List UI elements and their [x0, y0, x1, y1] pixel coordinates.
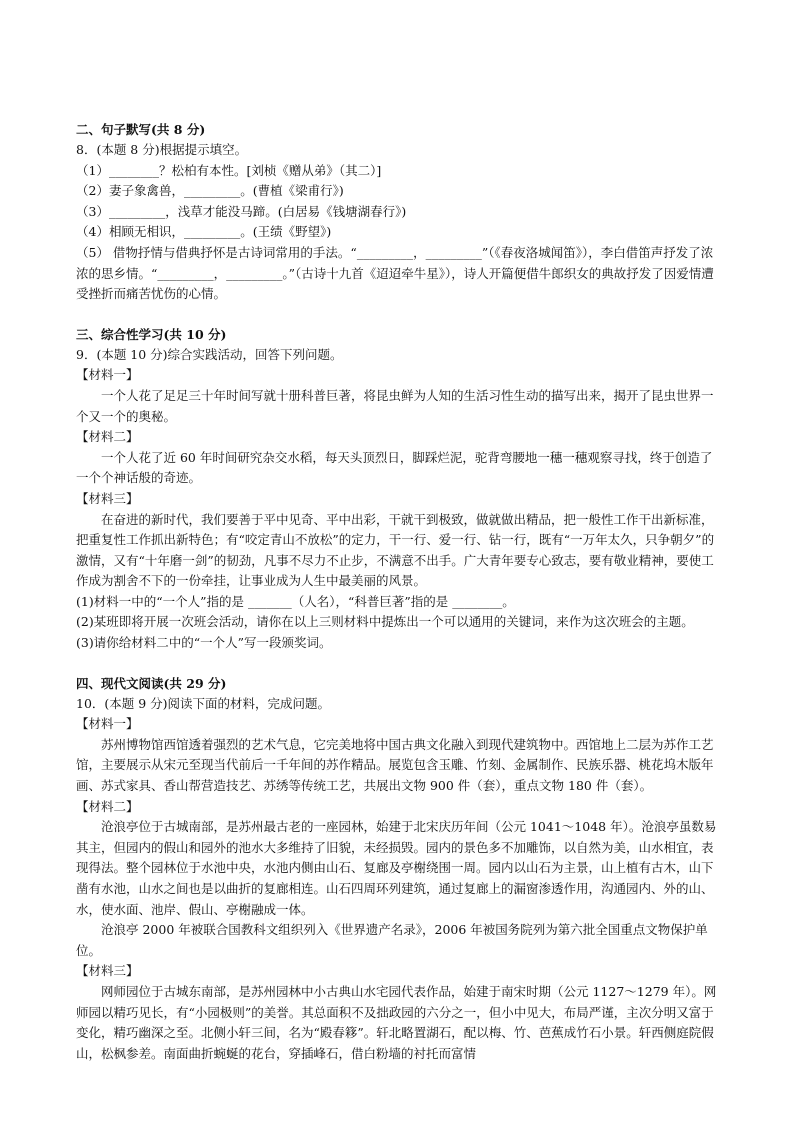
section-heading-4: 四、现代文阅读(共 29 分) [76, 675, 227, 691]
material-paragraph: 沧浪亭位于古城南部，是苏州最古老的一座园林，始建于北宋庆历年间（公元 1041～1048 年）。沧浪亭虽数易其主，但园内的假山和园外的池水大多维持了旧貌，未经损毁。园内的景色多不加雕饰，以自然为美，山水相宜，表现得法。整个园林位于水池中央，水池内侧由山石、复廊及亭榭绕围一周。园内以山石为主景，山上植有古木，山下凿有水池，山水之间也是以曲折的复廊相连。山石四周环列建筑，通过复廊上的漏窗渗透作用，沟通园内、外的山、水，使水面、池岸、假山、亭榭融成一体。 [76, 819, 717, 917]
material-label: 【材料一】 [76, 716, 139, 732]
material-paragraph: 苏州博物馆西馆透着强烈的艺术气息，它完美地将中国古典文化融入到现代建筑物中。西馆地上二层为苏作工艺馆，主要展示从宋元至现当代前后一千年间的苏作精品。展览包含玉雕、竹刻、金属制作、民族乐器、桃花坞木版年画、苏式家具、香山帮营造技艺、苏绣等传统工艺，共展出文物 900 件（套），重点文物 180 件（套）。 [76, 736, 714, 794]
sub-question-2: (2)某班即将开展一次班会活动，请你在以上三则材料中提炼出一个可以通用的关键词，来作为这次班会的主题。 [76, 614, 694, 630]
blank-line-3: （3）_________，浅草才能没马蹄。(白居易《钱塘湖春行》) [76, 203, 407, 219]
question-9: 9．(本题 10 分)综合实践活动，回答下列问题。 [76, 346, 343, 362]
blank-line-5: （5） 借物抒情与借典抒怀是古诗词常用的手法。“_________，_________”（《春夜洛城闻笛》），李白借笛声抒发了浓浓的思乡情。“_________，_________。”（古诗十九首《迢迢牵牛星》），诗人开篇便借牛郎织女的典故抒发了因爱情遭受挫折而痛苦忧伤的心情。 [76, 244, 714, 302]
blank-line-4: （4）相顾无相识，_________。(王绩《野望》) [76, 224, 332, 240]
question-10: 10．(本题 9 分)阅读下面的材料，完成问题。 [76, 695, 331, 711]
sub-question-1: (1)材料一中的“一个人”指的是 _______（人名），“科普巨著”指的是 ________。 [76, 593, 515, 609]
material-paragraph: 沧浪亭 2000 年被联合国教科文组织列入《世界遗产名录》，2006 年被国务院列为第六批全国重点文物保护单位。 [76, 922, 708, 958]
material-label: 【材料三】 [76, 490, 139, 506]
material-label: 【材料一】 [76, 367, 139, 383]
blank-line-1: （1）________？松柏有本性。[刘桢《赠从弟》（其二）] [76, 162, 382, 178]
material-label: 【材料二】 [76, 429, 139, 445]
question-8: 8．(本题 8 分)根据提示填空。 [76, 142, 248, 157]
material-label: 【材料二】 [76, 798, 139, 814]
blank-line-2: （2）妻子象禽兽，_________。(曹植《梁甫行》) [76, 183, 344, 199]
section-heading-2: 二、句子默写(共 8 分) [76, 122, 206, 137]
material-paragraph: 一个人花了足足三十年时间写就十册科普巨著，将昆虫鲜为人知的生活习性生动的描写出来，揭开了昆虫世界一个又一个的奥秘。 [76, 387, 714, 424]
sub-question-3: (3)请你给材料二中的“一个人”写一段颁奖词。 [76, 635, 332, 651]
material-paragraph: 在奋进的新时代，我们要善于平中见奇、平中出彩，干就干到极致，做就做出精品，把一般性工作干出新标准，把重复性工作抓出新特色；有“咬定青山不放松”的定力，干一行、爱一行、钻一行，既有“一万年太久，只争朝夕”的激情，又有“十年磨一剑”的韧劲，凡事不尽力不止步，不满意不出手。广大青年要专心致志，要有敬业精神，要使工作成为割舍不下的一份牵挂，让事业成为人生中最美丽的风景。 [76, 511, 715, 589]
section-heading-3: 三、综合性学习(共 10 分) [76, 326, 227, 342]
material-paragraph: 一个人花了近 60 年时间研究杂交水稻，每天头顶烈日，脚踩烂泥，驼背弯腰地一穗一穗观察寻找，终于创造了一个个神话般的奇迹。 [76, 449, 713, 486]
material-paragraph: 网师园位于古城东南部，是苏州园林中小古典山水宅园代表作品，始建于南宋时期（公元 1127～1279 年）。网师园以精巧见长，有“小园极则”的美誉。其总面积不及拙政园的六分之一，但小中见大，布局严谨，主次分明又富于变化，精巧幽深之至。北侧小轩三间，名为“殿春簃”。轩北略置湖石，配以梅、竹、芭蕉成竹石小景。轩西侧庭院假山，松枫参差。南面曲折蜿蜒的花台，穿插峰石，借白粉墙的衬托而富情 [76, 983, 717, 1061]
material-label: 【材料三】 [76, 963, 139, 979]
